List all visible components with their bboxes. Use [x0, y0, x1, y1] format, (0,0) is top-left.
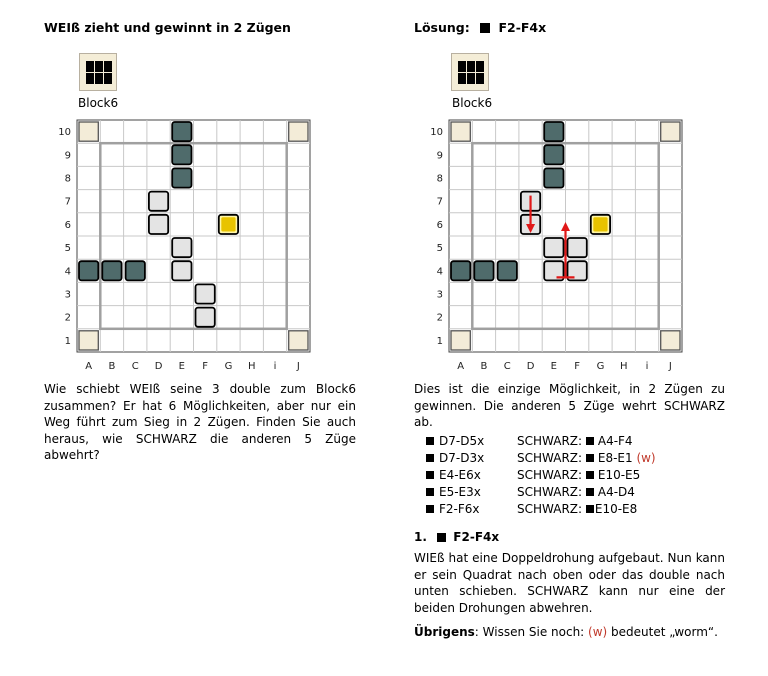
row-label: 8: [436, 173, 443, 185]
black-move: [517, 433, 633, 450]
step-heading: [414, 530, 499, 544]
square-icon: [426, 437, 434, 445]
defense-move-row: [426, 450, 726, 467]
corner-square: [79, 331, 98, 350]
row-label: 5: [436, 243, 443, 255]
white-move-text: D7-D5x: [439, 434, 485, 448]
black-move: [517, 450, 656, 467]
dark-piece-square: [172, 122, 191, 141]
dark-piece-square: [79, 261, 98, 280]
black-move-text: E8-E1: [597, 451, 633, 465]
dark-piece: [79, 261, 98, 280]
white-move: [426, 501, 480, 518]
block6-icon: [451, 53, 489, 91]
block6-label: Block6: [452, 96, 493, 110]
column-label: B: [480, 361, 488, 372]
row-label: 1: [436, 335, 443, 347]
row-label: 5: [64, 243, 71, 255]
note-text-2: bedeutet „worm“.: [607, 625, 718, 639]
square-icon: [586, 488, 594, 496]
row-label: 9: [436, 150, 443, 162]
defense-move-row: [426, 433, 726, 450]
defense-move-row: [426, 467, 726, 484]
dark-piece-square: [474, 261, 493, 280]
column-label: H: [619, 361, 628, 372]
note-label: Übrigens: [414, 625, 475, 639]
square-icon: [586, 437, 594, 445]
dark-piece-square: [172, 168, 191, 187]
column-label: G: [224, 361, 233, 372]
corner-square: [451, 122, 470, 141]
block6-icon: [79, 53, 117, 91]
yellow-piece-core: [221, 217, 235, 231]
light-piece: [172, 261, 191, 280]
square-icon: [586, 471, 594, 479]
worm-note: (w): [632, 451, 656, 465]
column-label: J: [668, 361, 672, 372]
block6-label: Block6: [78, 96, 119, 110]
column-label: D: [526, 361, 535, 372]
dark-piece-square: [544, 168, 563, 187]
step-explanation: WIEß hat eine Doppeldrohung aufgebaut. Nun kann er sein Quadrat nach oben oder das double nach unten schieben. SCHWARZ kann nur eine der beiden Drohungen abwehren.: [414, 551, 725, 615]
white-move-text: F2-F6x: [439, 502, 480, 516]
white-move-text: E5-E3x: [439, 485, 481, 499]
square-icon: [437, 533, 446, 542]
square-icon: [426, 488, 434, 496]
dark-piece-square: [102, 261, 121, 280]
row-label: 4: [436, 266, 443, 278]
square-icon: [426, 471, 434, 479]
white-move: [426, 433, 484, 450]
note-w: (w): [588, 625, 608, 639]
note-text-1: : Wissen Sie noch:: [474, 625, 589, 639]
column-label: i: [273, 361, 277, 372]
column-label: C: [131, 361, 139, 372]
corner-square: [79, 122, 98, 141]
light-piece-square: [172, 238, 191, 257]
light-piece: [149, 192, 168, 211]
black-label: SCHWARZ:: [517, 485, 586, 499]
dark-piece-square: [544, 122, 563, 141]
white-move-text: E4-E6x: [439, 468, 481, 482]
step-number: 1.: [414, 530, 427, 544]
corner-square: [661, 331, 680, 350]
row-label: 2: [64, 312, 71, 324]
white-move: [426, 467, 481, 484]
corner-square: [289, 331, 308, 350]
dark-piece: [544, 168, 563, 187]
black-move-text: E10-E5: [597, 468, 641, 482]
light-piece-square: [149, 215, 168, 234]
dark-piece: [451, 261, 470, 280]
puzzle-question: Wie schiebt WEIß seine 3 double zum Block6 zusammen? Er hat 6 Möglichkeiten, aber nur ein Weg führt zum Sieg in 2 Zügen. Finden Sie auch heraus, wie SCHWARZ die anderen 5 Züge abwehrt?: [44, 382, 356, 462]
row-label: 6: [436, 219, 443, 231]
black-label: SCHWARZ:: [517, 502, 586, 516]
light-piece-square: [196, 284, 215, 303]
corner-square: [451, 331, 470, 350]
dark-piece-square: [451, 261, 470, 280]
column-label: i: [645, 361, 649, 372]
light-piece: [196, 308, 215, 327]
white-move: [426, 450, 484, 467]
column-label: H: [247, 361, 256, 372]
light-piece-square: [568, 238, 587, 257]
row-label: 6: [64, 219, 71, 231]
dark-piece-square: [172, 145, 191, 164]
defense-move-row: [426, 484, 726, 501]
note-paragraph: [414, 624, 725, 641]
black-move: [517, 484, 635, 501]
row-label: 7: [436, 196, 443, 208]
square-icon: [480, 23, 490, 33]
column-label: A: [85, 361, 93, 372]
dark-piece: [474, 261, 493, 280]
black-move-text: A4-D4: [597, 485, 635, 499]
solution-intro: Dies ist die einzige Möglichkeit, in 2 Zügen zu gewinnen. Die anderen 5 Züge wehrt SCHWARZ ab.: [414, 382, 725, 429]
corner-square: [289, 122, 308, 141]
white-move: [426, 484, 481, 501]
step-move: F2-F4x: [453, 530, 500, 544]
column-label: B: [108, 361, 116, 372]
light-piece-square: [172, 261, 191, 280]
black-move-text: A4-F4: [597, 434, 633, 448]
square-icon: [586, 505, 594, 513]
dark-piece: [102, 261, 121, 280]
dark-piece-square: [498, 261, 517, 280]
square-icon: [426, 454, 434, 462]
column-label: E: [178, 361, 186, 372]
yellow-piece: [591, 215, 610, 234]
light-piece: [196, 284, 215, 303]
light-piece-square: [544, 238, 563, 257]
column-label: J: [296, 361, 300, 372]
square-icon: [586, 454, 594, 462]
row-label: 8: [64, 173, 71, 185]
row-label: 10: [430, 127, 443, 139]
left-heading: WEIß zieht und gewinnt in 2 Zügen: [44, 20, 291, 35]
yellow-piece-core: [593, 217, 607, 231]
white-move-text: D7-D3x: [439, 451, 485, 465]
square-icon: [426, 505, 434, 513]
row-label: 9: [64, 150, 71, 162]
dark-piece: [544, 145, 563, 164]
black-label: SCHWARZ:: [517, 451, 586, 465]
light-piece: [172, 238, 191, 257]
black-label: SCHWARZ:: [517, 468, 586, 482]
light-piece: [149, 215, 168, 234]
column-label: C: [503, 361, 511, 372]
yellow-piece: [219, 215, 238, 234]
dark-piece: [126, 261, 145, 280]
defense-move-row: [426, 501, 726, 518]
dark-piece: [172, 145, 191, 164]
light-piece-square: [196, 308, 215, 327]
solution-board: [428, 116, 672, 372]
black-move: [517, 467, 640, 484]
row-label: 4: [64, 266, 71, 278]
row-label: 1: [64, 335, 71, 347]
puzzle-board: [56, 116, 300, 372]
dark-piece-square: [126, 261, 145, 280]
row-label: 2: [436, 312, 443, 324]
dark-piece: [498, 261, 517, 280]
column-label: F: [202, 361, 209, 372]
black-label: SCHWARZ:: [517, 434, 586, 448]
dark-piece-square: [544, 145, 563, 164]
defense-moves-list: [426, 433, 726, 518]
column-label: E: [550, 361, 558, 372]
column-label: F: [574, 361, 581, 372]
row-label: 7: [64, 196, 71, 208]
solution-heading: [414, 20, 546, 35]
light-piece: [568, 238, 587, 257]
row-label: 3: [436, 289, 443, 301]
solution-heading-prefix: Lösung:: [414, 20, 470, 35]
row-label: 10: [58, 127, 71, 139]
column-label: G: [596, 361, 605, 372]
light-piece: [544, 238, 563, 257]
dark-piece: [544, 122, 563, 141]
column-label: A: [457, 361, 465, 372]
dark-piece: [172, 122, 191, 141]
light-piece-square: [149, 192, 168, 211]
column-label: D: [154, 361, 163, 372]
corner-square: [661, 122, 680, 141]
row-label: 3: [64, 289, 71, 301]
solution-heading-move: F2-F4x: [498, 20, 547, 35]
black-move-text: E10-E8: [594, 502, 638, 516]
black-move: [517, 501, 637, 518]
dark-piece: [172, 168, 191, 187]
